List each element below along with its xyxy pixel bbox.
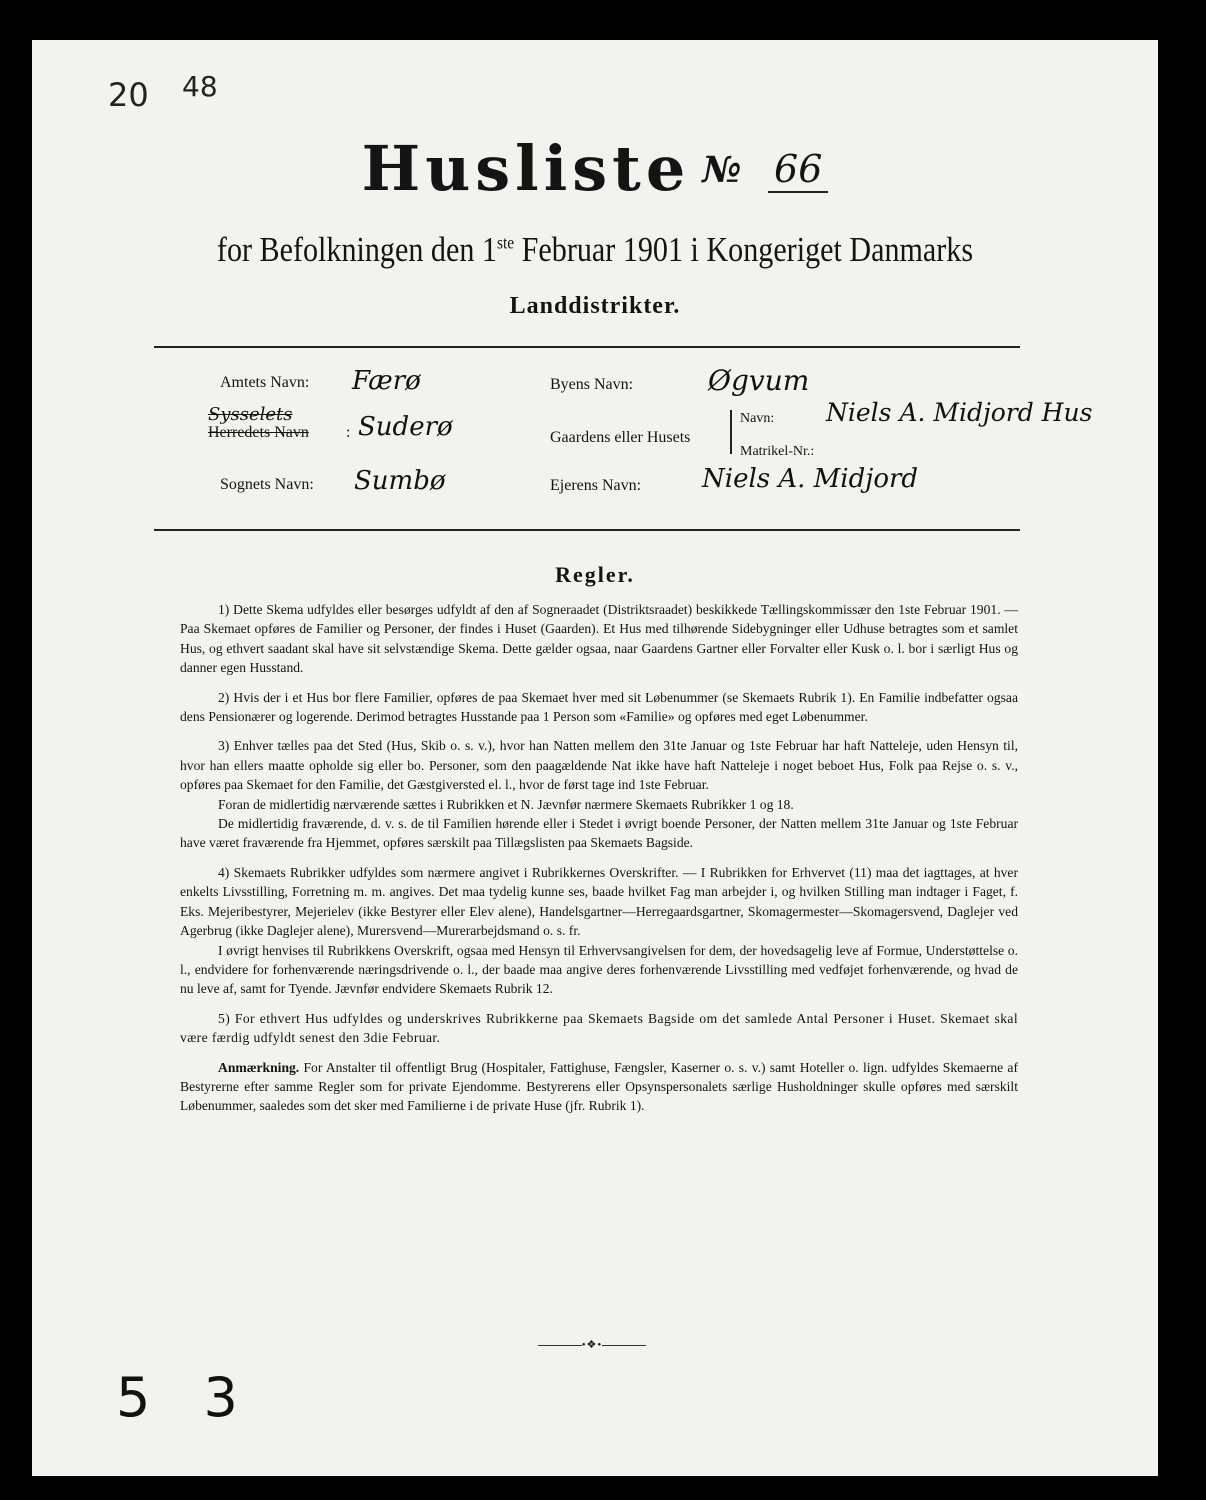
ejer-value: Niels A. Midjord <box>702 464 919 494</box>
subtitle-post: Februar 1901 i Kongeriget Danmarks <box>514 230 974 269</box>
amt-value: Færø <box>352 366 421 396</box>
subtitle-pre: for Befolkningen den 1 <box>216 230 497 269</box>
ejer-label: Ejerens Navn: <box>550 477 642 494</box>
rule-2: 2) Hvis der i et Hus bor flere Familier, opføres de paa Skemaet hver med sit Løbenummer (se Skemaets Rubrik 1). En Familie indbefatter ogsaa dens Pensionærer og logerende. Derimod betragtes Husstande paa 1 Person som «Familie» og opføres med eget Løbenummer. <box>180 689 1018 725</box>
rule-3c: De midlertidig fraværende, d. v. s. de til Familien hørende eller i Stedet i øvrigt boende Personer, der Natten mellem 31te Januar og 1ste Februar have været fraværende fra Hjemmet, opføres særskilt paa Tillægslisten paa Skemaets Bagside. <box>180 816 1018 851</box>
ornament <box>512 1338 672 1351</box>
herred-colon: : <box>346 424 351 441</box>
rule-1: 1) Dette Skema udfyldes eller besørges udfyldt af den af Sogneraadet (Distriktsraadet) beskikkede Tællingskommissær den 1ste Februar 1901. — Paa Skemaet opføres de Familier og Personer, der findes i Huset (Gaarden). Et Hus med tilhørende Sidebygninger eller Udhuse betragtes som et samlet Hus, og ethvert saadant skal have sit selvstændige Skema. Dette gælder ogsaa, naar Gaardens Gartner eller Forvalter eller Kusk o. l. bor i særligt Hus og danner egen Husstand. <box>180 602 1018 676</box>
note-text: For Anstalter til offentligt Brug (Hospitaler, Fattighuse, Fængsler, Kaserner o. s. v.) samt Hoteller o. lign. udfyldes Skemaerne af Bestyrerne efter samme Regler som for private Ejendomme. Bestyrerens eller Opsynspersonalets særlige Husholdninger skulle opføres med særskilt Løbenummer, saaledes som det sker med Familierne i de private Huse (jfr. Rubrik 1). <box>180 1059 1018 1114</box>
gaard-label: Gaardens eller Husets <box>550 429 691 446</box>
ornament-glyph: •❖• <box>581 1339 603 1351</box>
navn-value: Niels A. Midjord Hus <box>826 398 1093 427</box>
middle-divider <box>154 529 1020 531</box>
rule-5: 5) For ethvert Hus udfyldes og underskrives Rubrikkerne paa Skemaets Bagside om det samlede Antal Personer i Huset. Skemaet skal være færdig udfyldt senest den 3die Februar. <box>180 1010 1018 1046</box>
top-divider <box>154 346 1020 348</box>
navn-label: Navn: <box>740 411 775 426</box>
list-number: 66 <box>768 147 828 193</box>
archive-number-right: 48 <box>182 70 218 103</box>
rule-3: 3) Enhver tælles paa det Sted (Hus, Skib o. s. v.), hvor han Natten mellem den 31te Januar og 1ste Februar har haft Natteleje, uden Hensyn til, hvor han ellers maatte opholde sig eller bo. Personer, som den paagældende Nat ikke have haft Natteleje i noget beboet Hus, Folk paa Rejse o. s. v., opføres paa Skemaet for den Familie, det Gæstgiversted el. l., hvor de først tage ind 1ste Februar. <box>180 738 1018 793</box>
by-label: Byens Navn: <box>550 376 634 393</box>
herred-value: Suderø <box>358 412 453 442</box>
rule-4b: I øvrigt henvises til Rubrikkens Overskrift, ogsaa med Hensyn til Erhvervsangivelsen for dem, der hovedsagelig leve af Formue, Understøttelse o. l., endvidere for forhenværende næringsdrivende o. l., der baade maa angive deres forhenværende Livsstilling med vedføjet forhenværende, og hvad de nu leve af, samt for Tyende. Jævnfør endvidere Skemaets Rubrik 12. <box>180 942 1018 997</box>
herred-label: Herredets Navn <box>208 424 309 441</box>
subtitle-sup: ste <box>496 232 515 253</box>
sysselets-struck: Sysselets <box>208 404 293 425</box>
by-value: Øgvum <box>708 364 810 397</box>
form-subtitle-district: Landdistrikter. <box>509 293 681 319</box>
sogn-label: Sognets Navn: <box>220 476 314 493</box>
rule-4: 4) Skemaets Rubrikker udfyldes som nærmere angivet i Rubrikkernes Overskrifter. — I Rubrikken for Erhvervet (11) maa det iagttages, at hver enkelts Livsstilling, Forretning m. m. angives. Det maa tydelig kunne ses, baade hvilket Fag man arbejder i, og hvilken Stilling man indtager i Faget, f. Eks. Mejeribestyrer, Mejerielev (ikke Bestyrer eller Elev alene), Handelsgartner—Herregaardsgartner, Skomagermester—Skomagersvend, Daglejer ved Agerbrug (ikke Daglejer alene), Murersvend—Murerarbejdsmand o. s. fr. <box>180 864 1018 939</box>
sogn-value: Sumbø <box>354 466 446 496</box>
footer-handwriting: 5 3 <box>116 1366 256 1429</box>
title-text: Husliste <box>361 132 691 205</box>
matrikel-label: Matrikel-Nr.: <box>740 444 815 459</box>
rules-text <box>180 600 1018 1126</box>
amt-label: Amtets Navn: <box>220 374 310 391</box>
form-title <box>32 132 1158 205</box>
census-form-sheet <box>32 40 1158 1476</box>
note <box>180 1058 1018 1116</box>
form-subtitle <box>111 230 1079 270</box>
gaard-brace <box>730 410 732 454</box>
rules-heading: Regler. <box>555 562 635 587</box>
archive-number-left: 20 <box>108 76 149 114</box>
note-label: Anmærkning. <box>218 1059 300 1075</box>
rule-3b: Foran de midlertidig nærværende sættes i Rubrikken et N. Jævnfør nærmere Skemaets Rubrikker 1 og 18. <box>218 796 794 812</box>
number-sign: № <box>702 149 742 191</box>
